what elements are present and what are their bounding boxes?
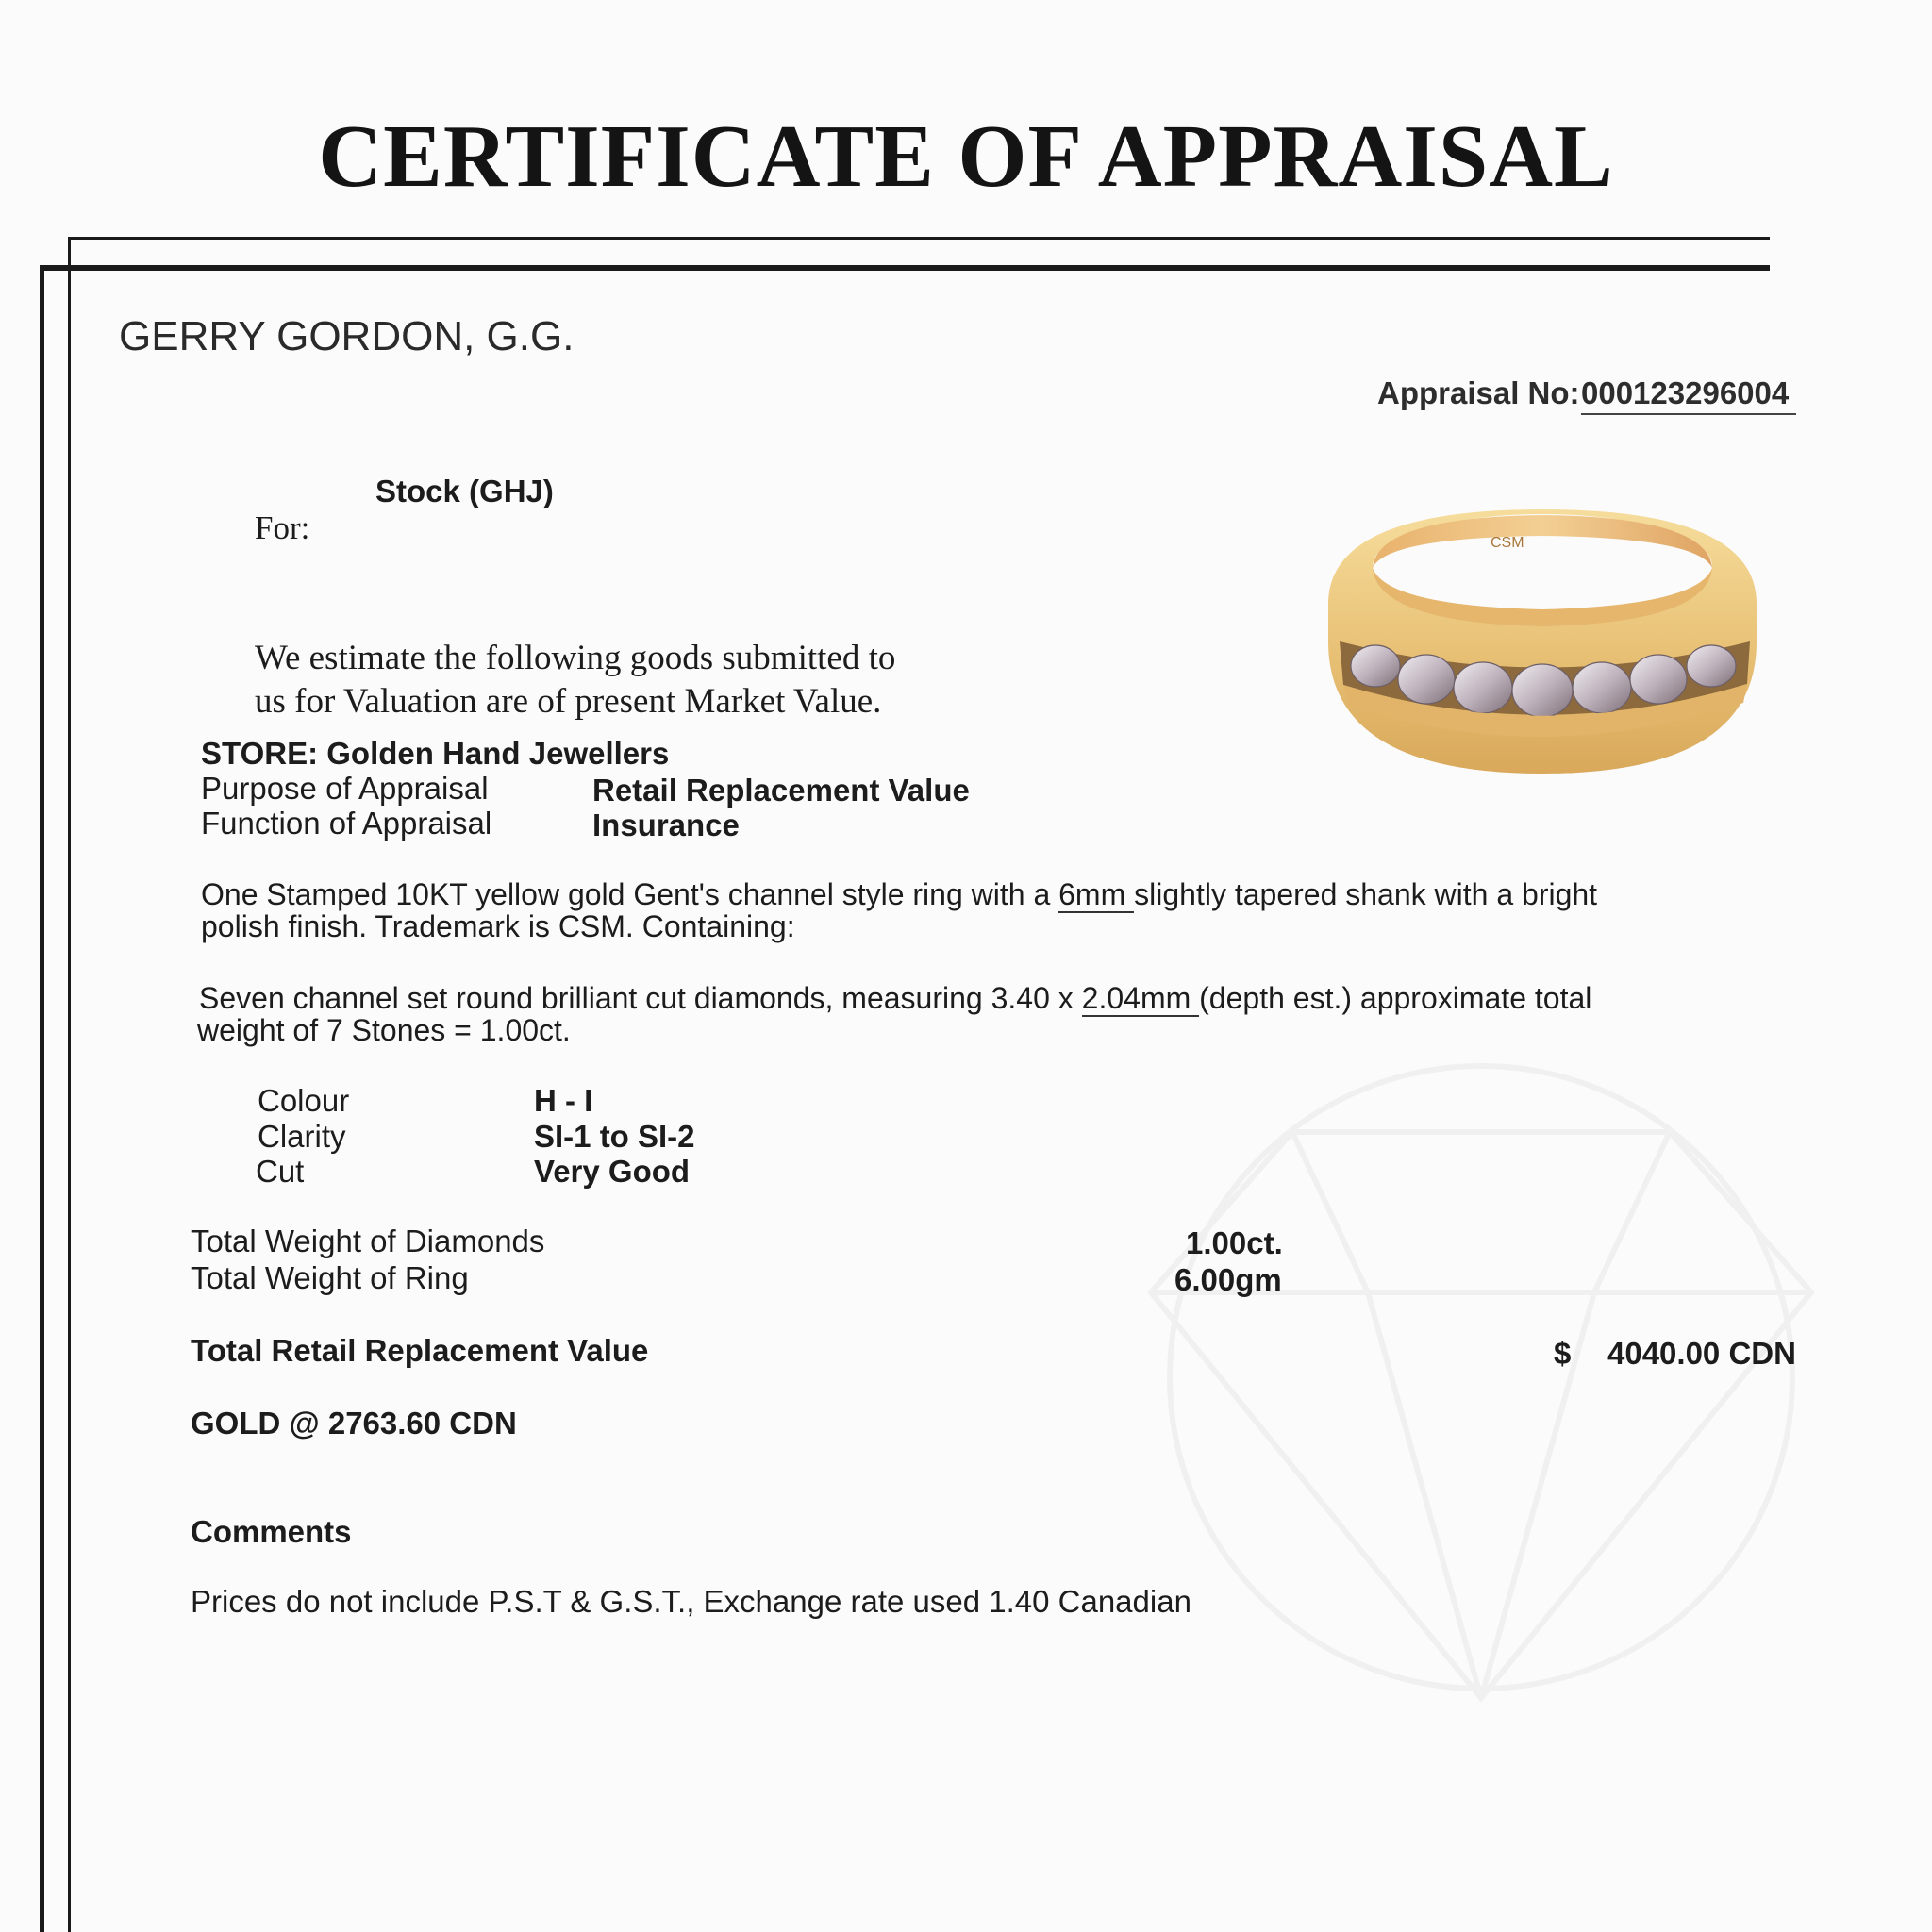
grading-value: H - I: [534, 1083, 593, 1118]
grading-label: Colour: [258, 1083, 350, 1118]
weight-value: 1.00ct.: [1186, 1225, 1283, 1260]
weight-value: 6.00gm: [1174, 1262, 1282, 1297]
total-currency: $: [1554, 1336, 1572, 1371]
store-name: STORE: Golden Hand Jewellers: [201, 736, 670, 771]
purpose-value: Retail Replacement Value: [592, 773, 970, 808]
estimate-statement-line2: us for Valuation are of present Market Value.: [255, 682, 882, 721]
for-value: Stock (GHJ): [375, 474, 554, 508]
top-rule-thin: [68, 237, 1770, 240]
left-rule-outer: [40, 265, 44, 1932]
stones-description-line1: [199, 981, 1591, 1016]
weight-label: Total Weight of Diamonds: [191, 1224, 545, 1258]
for-label: For:: [255, 509, 310, 546]
comments-heading: Comments: [191, 1514, 352, 1549]
ring-photo: [1311, 500, 1774, 783]
stone-depth: 2.04mm: [1081, 981, 1200, 1015]
total-value-label: Total Retail Replacement Value: [191, 1333, 649, 1368]
appraisal-number: 000123296004: [1581, 375, 1796, 415]
ring-description-text-c: slightly tapered shank with a bright: [1134, 877, 1598, 911]
ring-description-line1: [201, 877, 1597, 912]
stones-description-text-a: Seven channel set round brilliant cut diamonds, measuring 3.40 x: [199, 981, 1082, 1015]
total-value: 4040.00 CDN: [1607, 1336, 1796, 1371]
purpose-label: Purpose of Appraisal: [201, 771, 489, 806]
stones-description-line2: weight of 7 Stones = 1.00ct.: [197, 1013, 571, 1047]
stones-description-text-c: (depth est.) approximate total: [1199, 981, 1592, 1015]
appraiser-name: GERRY GORDON, G.G.: [119, 313, 575, 359]
grading-value: Very Good: [534, 1154, 691, 1189]
grading-value: SI-1 to SI-2: [534, 1119, 695, 1154]
grading-label: Cut: [256, 1154, 305, 1189]
comments-text: Prices do not include P.S.T & G.S.T., Exchange rate used 1.40 Canadian: [191, 1584, 1191, 1619]
weight-label: Total Weight of Ring: [191, 1260, 469, 1295]
left-rule-inner: [68, 237, 71, 1932]
ring-description-line2: polish finish. Trademark is CSM. Containing:: [201, 909, 795, 943]
ring-stamp: CSM: [1491, 535, 1524, 551]
function-value: Insurance: [592, 808, 740, 842]
diamond-watermark: [1057, 981, 1906, 1924]
top-rule-thick: [40, 265, 1770, 271]
grading-label: Clarity: [258, 1119, 346, 1154]
certificate-title: CERTIFICATE OF APPRAISAL: [318, 108, 1614, 206]
gold-price: GOLD @ 2763.60 CDN: [191, 1406, 517, 1441]
estimate-statement-line1: We estimate the following goods submitted to: [255, 639, 896, 677]
function-label: Function of Appraisal: [201, 806, 492, 841]
ring-description-text-a: One Stamped 10KT yellow gold Gent's channel style ring with a: [201, 877, 1059, 911]
shank-width: 6mm: [1058, 877, 1135, 911]
appraisal-number-label: Appraisal No:: [1377, 375, 1580, 410]
